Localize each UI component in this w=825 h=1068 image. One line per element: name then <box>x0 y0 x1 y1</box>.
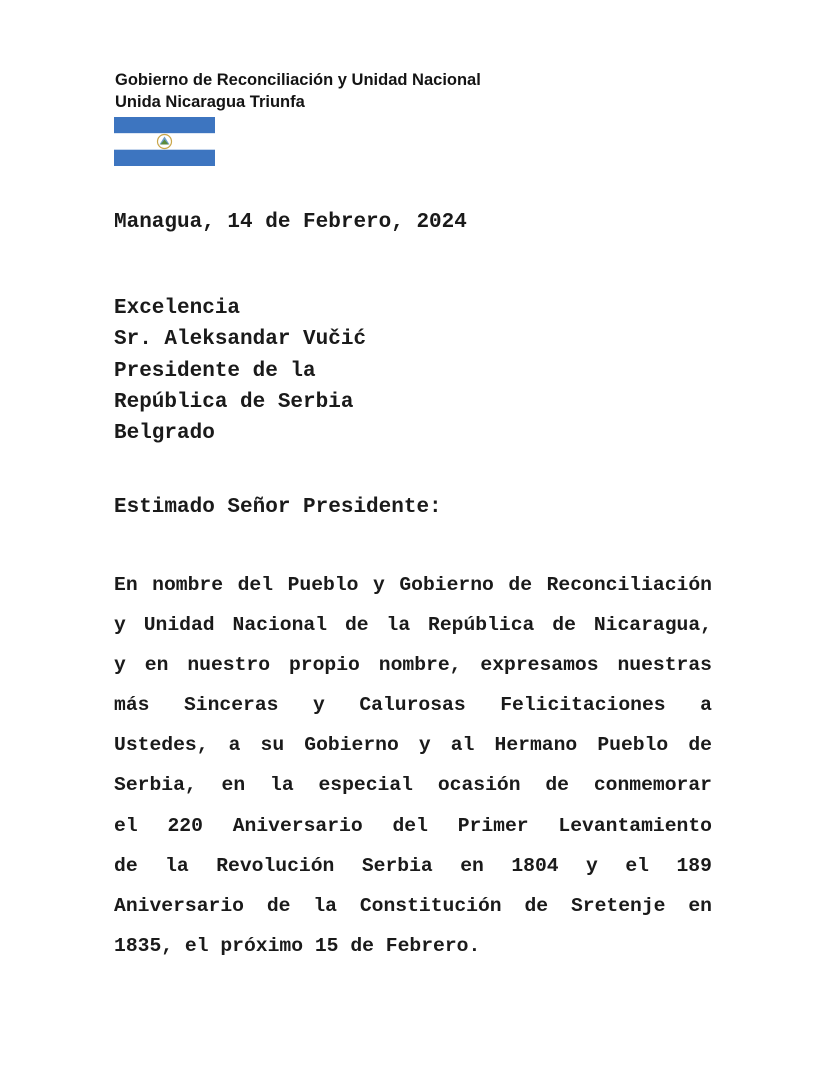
body-word: y <box>114 614 126 637</box>
body-word: especial <box>318 774 413 797</box>
body-line <box>114 565 712 605</box>
body-line <box>114 725 712 765</box>
body-word: Febrero. <box>385 934 481 957</box>
body-word: Primer <box>457 814 529 837</box>
body-word: Hermano <box>494 734 578 757</box>
body-word: Levantamiento <box>558 814 712 837</box>
body-word: del <box>392 814 428 837</box>
body-word: propio <box>288 654 360 677</box>
body-word: conmemorar <box>593 774 712 797</box>
body-word: 189 <box>676 854 712 877</box>
body-word: su <box>260 734 285 757</box>
body-line <box>114 886 712 926</box>
body-word: Reconciliación <box>546 574 712 596</box>
body-word: la <box>270 774 294 797</box>
body-word: Gobierno <box>399 574 494 596</box>
letterhead-slogan: Unida Nicaragua Triunfa <box>115 93 305 111</box>
body-word: más <box>114 694 150 717</box>
recipient-block <box>114 293 366 449</box>
body-word: Nicaragua, <box>593 614 712 637</box>
recipient-title: Presidente de la <box>114 359 316 383</box>
body-word: la <box>165 854 189 877</box>
letterhead-government-name: Gobierno de Reconciliación y Unidad Nacional <box>115 71 481 89</box>
body-word: de <box>508 574 533 596</box>
body-word: nombre <box>152 574 224 596</box>
body-word: Ustedes, <box>114 734 209 757</box>
body-word: en <box>144 654 169 677</box>
body-word: el <box>114 814 138 837</box>
body-word: 220 <box>167 814 203 837</box>
body-word: Pueblo <box>597 734 669 757</box>
letterhead <box>115 69 481 113</box>
letter-body <box>114 565 712 966</box>
body-line <box>114 645 712 685</box>
body-word: próximo <box>220 934 315 957</box>
body-line <box>114 605 712 645</box>
body-word: expresamos <box>480 654 599 677</box>
body-line <box>114 846 712 886</box>
body-word: y <box>313 694 325 717</box>
body-word: de <box>114 854 138 877</box>
body-word: República <box>428 614 535 637</box>
body-word: Aniversario <box>232 814 363 837</box>
body-line <box>114 685 712 725</box>
body-word: a <box>228 734 241 757</box>
body-word: la <box>386 614 411 637</box>
body-line <box>114 926 712 966</box>
body-line <box>114 765 712 805</box>
body-word: Nacional <box>232 614 328 637</box>
body-word: Constitución <box>359 894 502 917</box>
body-word: En <box>114 574 138 596</box>
body-word: nombre, <box>378 654 462 677</box>
body-word: Felicitaciones <box>500 694 666 717</box>
body-word: Serbia, <box>114 774 197 797</box>
body-word: de <box>350 934 386 957</box>
body-word: de <box>552 614 576 637</box>
recipient-country: República de Serbia <box>114 390 354 414</box>
body-word: en <box>221 774 246 797</box>
body-word: Sinceras <box>183 694 279 717</box>
recipient-name: Sr. Aleksandar Vučić <box>114 328 367 352</box>
body-word: de <box>688 734 712 757</box>
body-word: de <box>266 894 291 917</box>
body-word: Sretenje <box>570 894 666 917</box>
body-word: Aniversario <box>114 894 244 917</box>
body-word: Gobierno <box>304 734 399 757</box>
flag-top-stripe <box>114 117 215 133</box>
body-word: de <box>524 894 549 917</box>
body-word: de <box>344 614 369 637</box>
body-word: 15 <box>314 934 351 957</box>
body-word: ocasión <box>437 774 521 797</box>
body-word: en <box>460 854 484 877</box>
body-word: en <box>688 894 712 917</box>
body-word: el <box>184 934 221 957</box>
body-word: del <box>237 574 274 596</box>
body-word: Calurosas <box>359 694 466 717</box>
body-word: y <box>114 654 126 677</box>
body-word: y <box>586 854 598 877</box>
body-word: Pueblo <box>287 574 359 596</box>
body-word: al <box>450 734 475 757</box>
body-word: nuestro <box>187 654 271 677</box>
body-word: 1804 <box>511 854 559 877</box>
body-word: de <box>545 774 569 797</box>
body-word: Serbia <box>361 854 433 877</box>
body-word: y <box>373 574 385 596</box>
salutation: Estimado Señor Presidente: <box>114 496 442 519</box>
nicaragua-flag-icon <box>114 117 215 166</box>
body-word: a <box>700 694 712 717</box>
body-word: 1835, <box>114 934 185 957</box>
body-word: Revolución <box>216 854 335 877</box>
body-word: y <box>418 734 431 757</box>
recipient-city: Belgrado <box>114 422 215 446</box>
recipient-honorific: Excelencia <box>114 297 241 320</box>
body-word: Unidad <box>143 614 215 637</box>
body-word: nuestras <box>617 654 712 677</box>
body-line <box>114 806 712 846</box>
flag-bottom-stripe <box>114 150 215 166</box>
body-word: el <box>625 854 649 877</box>
letter-date: Managua, 14 de Febrero, 2024 <box>114 211 467 234</box>
body-word: la <box>313 894 337 917</box>
